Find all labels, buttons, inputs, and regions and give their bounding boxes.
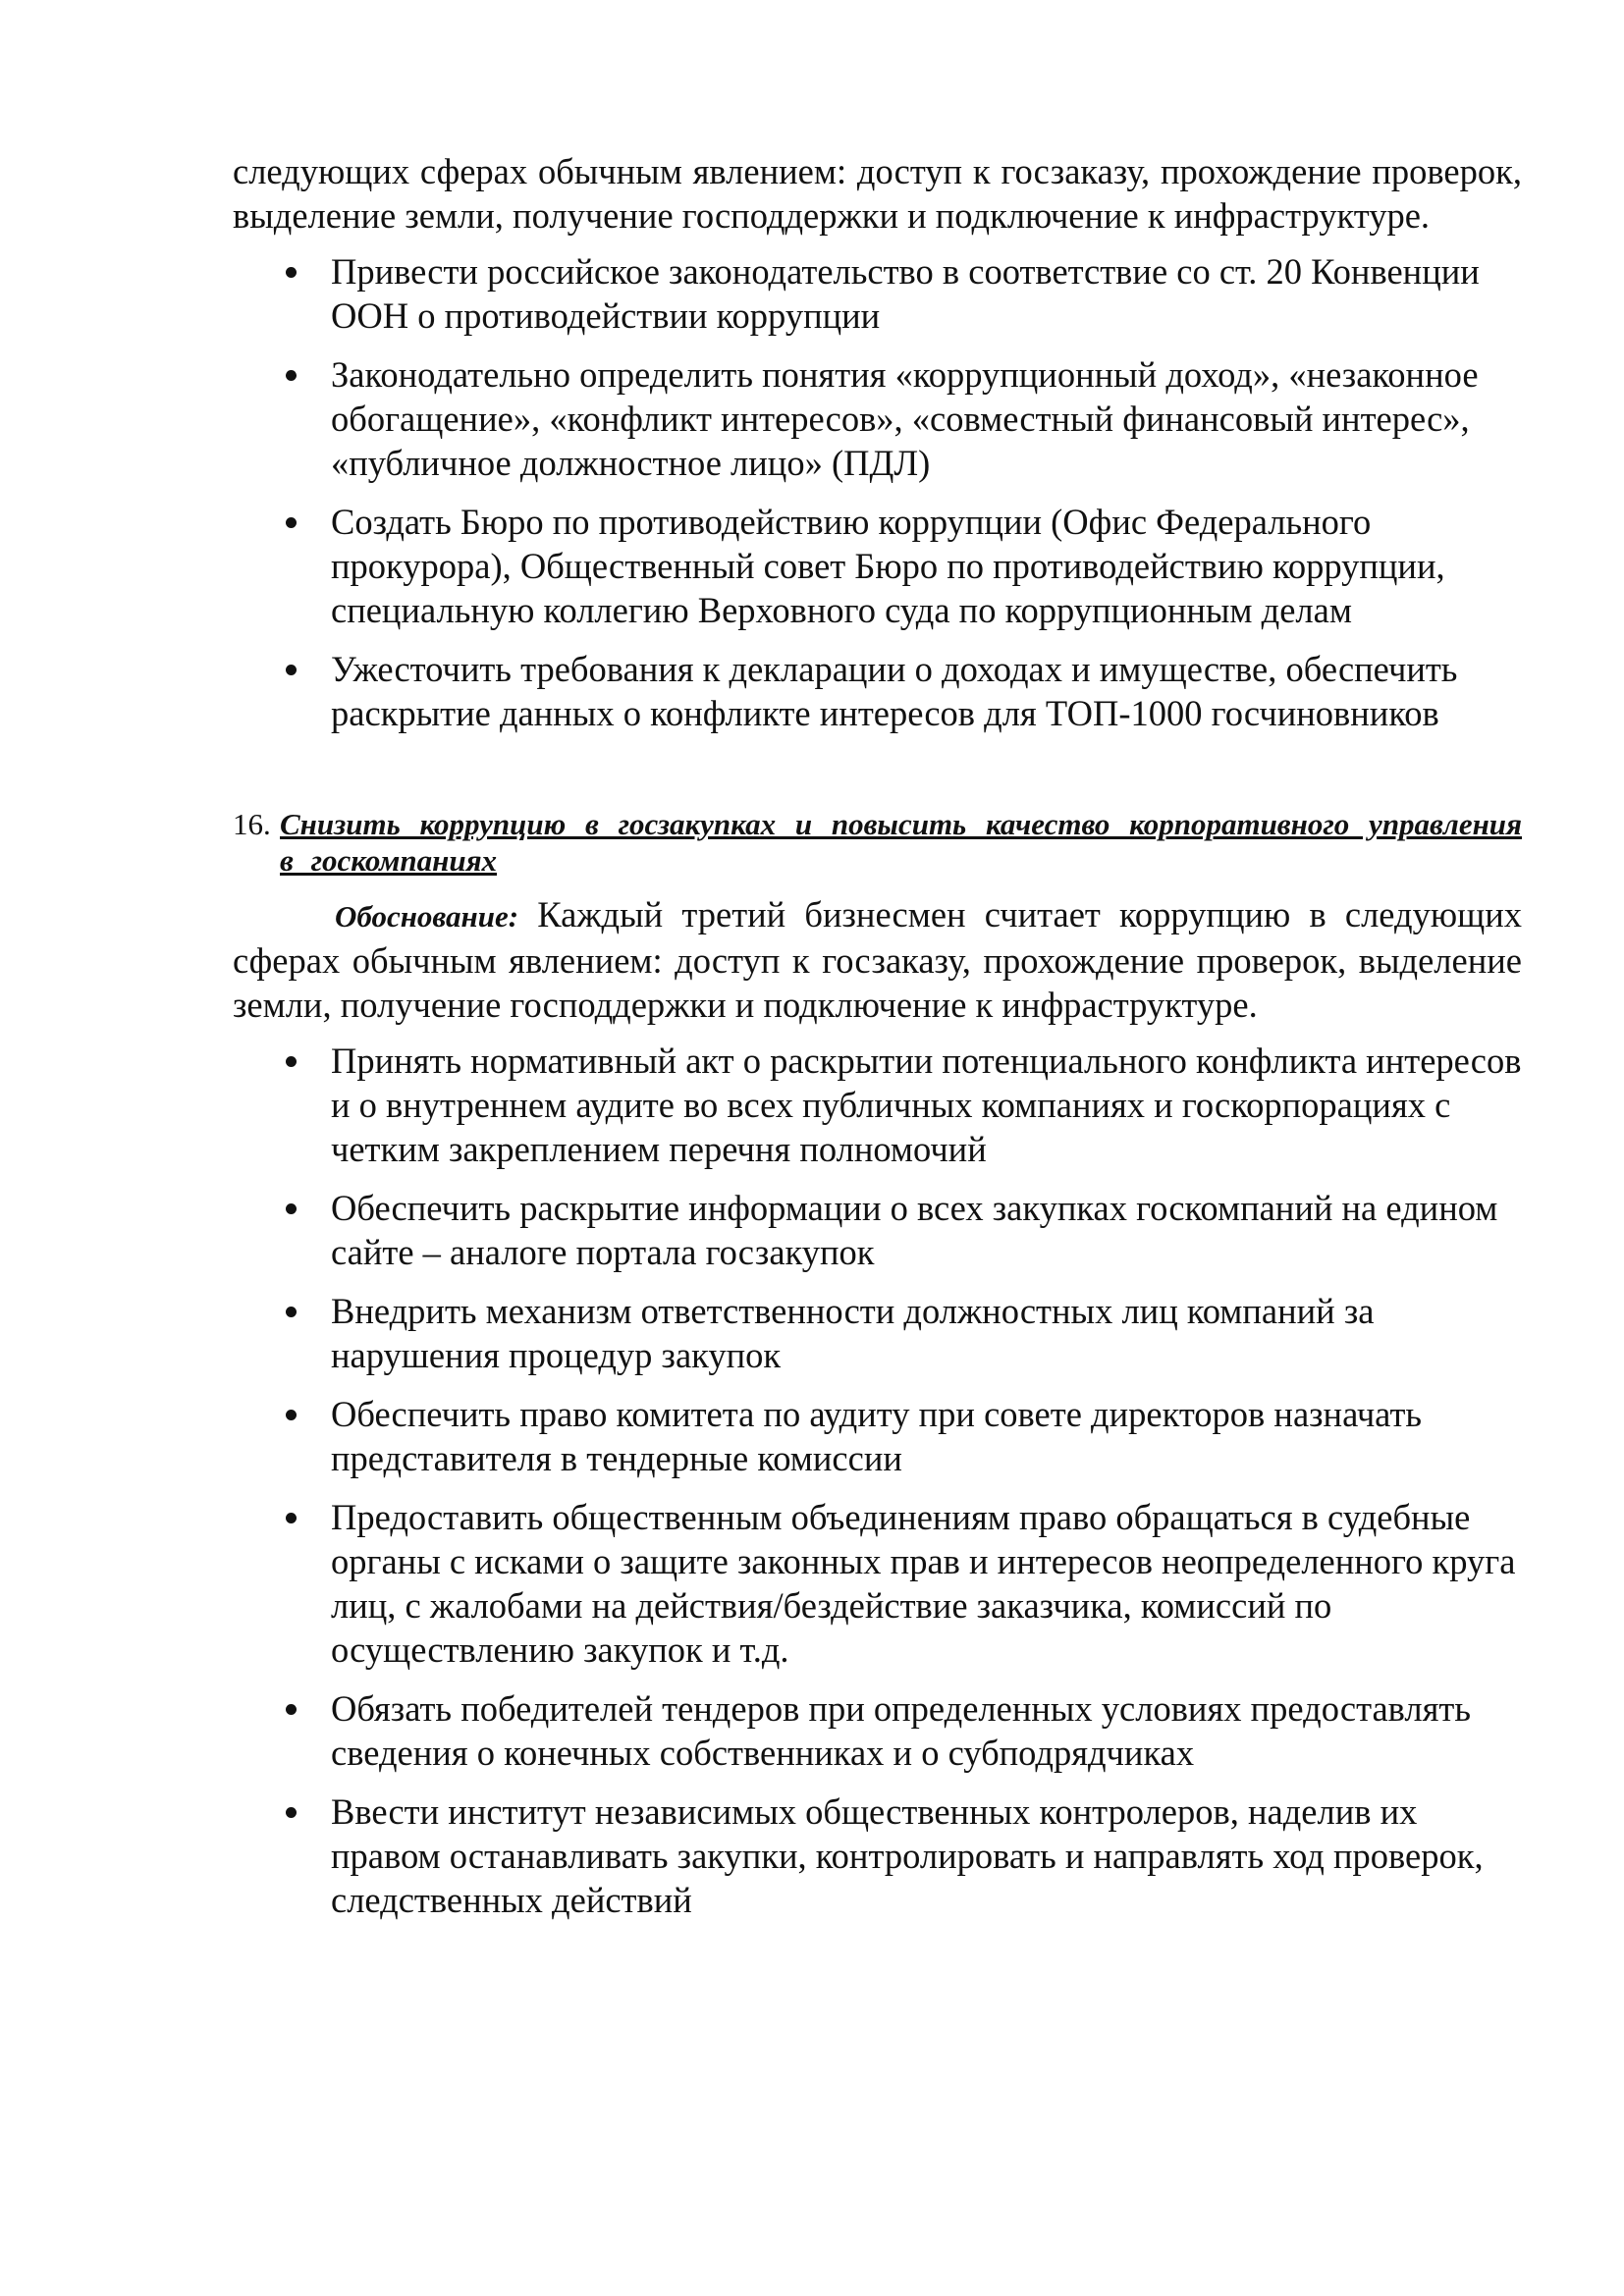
list-item-text: Привести российское законодательство в соответствие со ст. 20 Конвенции ООН о противодействии коррупции	[331, 251, 1480, 336]
bullet-list-2	[233, 1039, 1522, 1922]
bullet-icon	[286, 665, 297, 675]
section-number: 16.	[233, 807, 271, 841]
list-item	[233, 500, 1522, 632]
list-item-text: Внедрить механизм ответственности должностных лиц компаний за нарушения процедур закупок	[331, 1291, 1375, 1375]
list-item-text: Ужесточить требования к декларации о доходах и имуществе, обеспечить раскрытие данных о конфликте интересов для ТОП-1000 госчиновников	[331, 649, 1458, 733]
intro-paragraph: следующих сферах обычным явлением: доступ к госзаказу, прохождение проверок, выделение земли, получение господдержки и подключение к инфраструктуре.	[233, 151, 1522, 236]
list-item-text: Создать Бюро по противодействию коррупции (Офис Федерального прокурора), Общественный совет Бюро по противодействию коррупции, специальную коллегию Верховного суда по коррупционным делам	[331, 502, 1445, 630]
rationale-text: Каждый третий бизнесмен считает коррупцию в следующих сферах обычным явлением: доступ к госзаказу, прохождение проверок, выделение земли, получение господдержки и подключение к инфраструктуре.	[233, 894, 1522, 1025]
list-item	[233, 647, 1522, 735]
section-title: Снизить коррупцию в госзакупках и повысить качество корпоративного управления в госкомпаниях	[280, 807, 1522, 878]
bullet-icon	[286, 1056, 297, 1067]
list-item-text: Обязать победителей тендеров при определенных условиях предоставлять сведения о конечных собственниках и о субподрядчиках	[331, 1688, 1472, 1773]
bullet-icon	[286, 1307, 297, 1317]
rationale-paragraph	[233, 892, 1522, 1027]
list-item	[233, 1686, 1522, 1775]
bullet-icon	[286, 517, 297, 528]
bullet-icon	[286, 1704, 297, 1715]
list-item	[233, 249, 1522, 338]
list-item-text: Принять нормативный акт о раскрытии потенциального конфликта интересов и о внутреннем аудите во всех публичных компаниях и госкорпорациях с четким закреплением перечня полномочий	[331, 1041, 1522, 1169]
bullet-icon	[286, 1807, 297, 1818]
bullet-icon	[286, 1513, 297, 1523]
document-page	[233, 149, 1522, 1937]
list-item-text: Законодательно определить понятия «коррупционный доход», «незаконное обогащение», «конфликт интересов», «совместный финансовый интерес», «публичное должностное лицо» (ПДЛ)	[331, 354, 1479, 483]
list-item	[233, 352, 1522, 485]
list-item-text: Обеспечить раскрытие информации о всех закупках госкомпаний на едином сайте – аналоге портала госзакупок	[331, 1188, 1498, 1272]
list-item	[233, 1392, 1522, 1480]
bullet-list-1	[233, 249, 1522, 735]
bullet-icon	[286, 267, 297, 278]
rationale-label: Обоснование:	[335, 899, 519, 934]
list-item	[233, 1495, 1522, 1672]
list-item-text: Ввести институт независимых общественных контролеров, наделив их правом останавливать закупки, контролировать и направлять ход проверок, следственных действий	[331, 1791, 1484, 1920]
bullet-icon	[286, 370, 297, 381]
list-item-text: Обеспечить право комитета по аудиту при совете директоров назначать представителя в тендерные комиссии	[331, 1394, 1423, 1478]
bullet-icon	[286, 1203, 297, 1214]
list-item	[233, 1039, 1522, 1171]
list-item	[233, 1186, 1522, 1274]
bullet-icon	[286, 1410, 297, 1420]
list-item	[233, 1289, 1522, 1377]
list-item-text: Предоставить общественным объединениям право обращаться в судебные органы с исками о защите законных прав и интересов неопределенного круга лиц, с жалобами на действия/бездействие заказчика, комиссий по осуществлению закупок и т.д.	[331, 1497, 1516, 1670]
section-16-heading	[233, 806, 1522, 879]
list-item	[233, 1789, 1522, 1922]
